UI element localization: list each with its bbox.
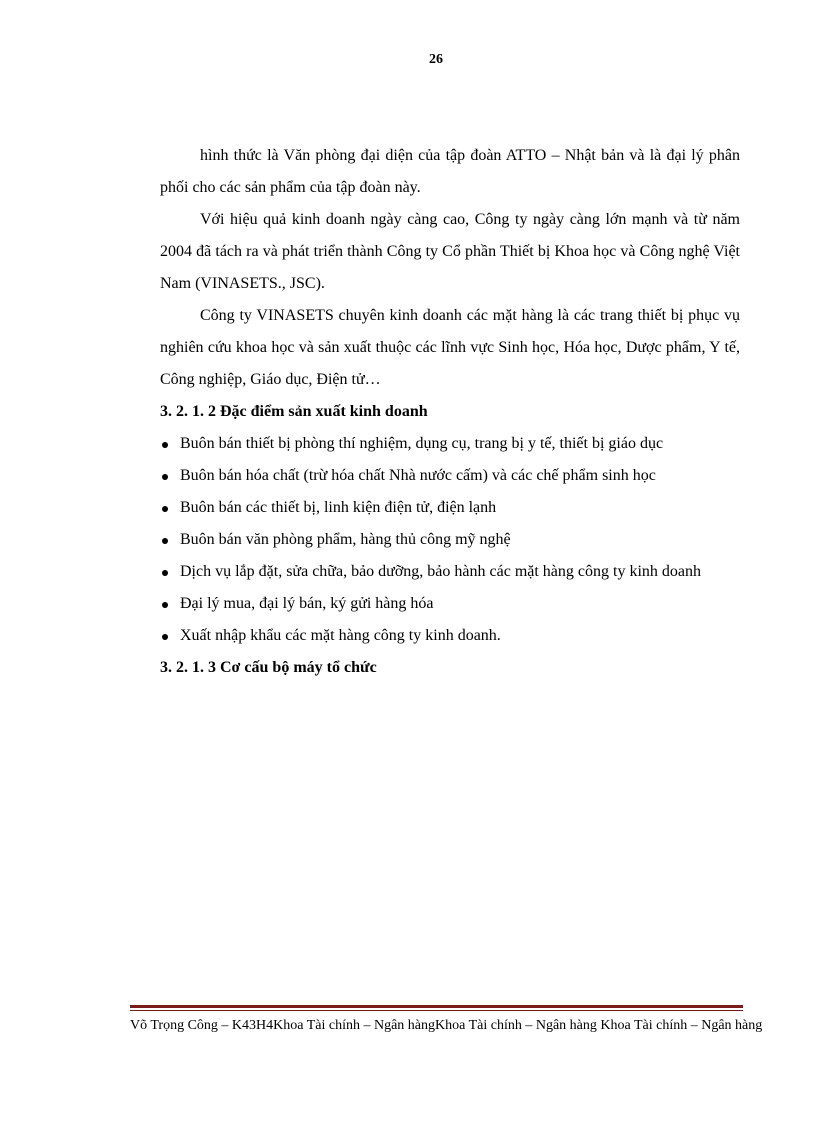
list-item xyxy=(160,556,740,588)
bullet-icon xyxy=(162,474,168,480)
list-item xyxy=(160,524,740,556)
list-item xyxy=(160,620,740,652)
bullet-icon xyxy=(162,538,168,544)
list-item-text: Buôn bán văn phòng phẩm, hàng thủ công mỹ nghệ xyxy=(180,531,511,548)
footer-text: Võ Trọng Công – K43H4Khoa Tài chính – Ngân hàngKhoa Tài chính – Ngân hàng Khoa Tài chính – Ngân hàng xyxy=(130,1018,763,1033)
section-heading-organization-structure: 3. 2. 1. 3 Cơ cấu bộ máy tổ chức xyxy=(160,659,377,676)
bullet-icon xyxy=(162,506,168,512)
bullet-icon xyxy=(162,634,168,640)
paragraph-company-business: Công ty VINASETS chuyên kinh doanh các mặt hàng là các trang thiết bị phục vụ nghiên cứu khoa học và sản xuất thuộc các lĩnh vực Sinh học, Hóa học, Dược phẩm, Y tế, Công nghiệp, Giáo dục, Điện tử… xyxy=(160,307,740,388)
list-item-text: Xuất nhập khẩu các mặt hàng công ty kinh doanh. xyxy=(180,627,501,644)
footer-divider xyxy=(130,1005,743,1011)
list-item-text: Buôn bán thiết bị phòng thí nghiệm, dụng cụ, trang bị y tế, thiết bị giáo dục xyxy=(180,435,664,452)
page-number: 26 xyxy=(429,52,443,67)
section-heading-business-characteristics: 3. 2. 1. 2 Đặc điểm sản xuất kinh doanh xyxy=(160,403,428,420)
list-item-text: Buôn bán các thiết bị, linh kiện điện tử, điện lạnh xyxy=(180,499,497,516)
list-item xyxy=(160,492,740,524)
list-item-text: Dịch vụ lắp đặt, sửa chữa, bảo dưỡng, bảo hành các mặt hàng công ty kinh doanh xyxy=(180,563,701,580)
list-item xyxy=(160,428,740,460)
bullet-icon xyxy=(162,570,168,576)
bullet-icon xyxy=(162,602,168,608)
paragraph-continuation: hình thức là Văn phòng đại diện của tập đoàn ATTO – Nhật bản và là đại lý phân phối cho các sản phẩm của tập đoàn này. xyxy=(160,147,740,196)
list-item-text: Buôn bán hóa chất (trừ hóa chất Nhà nước cấm) và các chế phẩm sinh học xyxy=(180,467,656,484)
list-item xyxy=(160,460,740,492)
list-item xyxy=(160,588,740,620)
bullet-icon xyxy=(162,442,168,448)
paragraph-company-growth: Với hiệu quả kinh doanh ngày càng cao, Công ty ngày càng lớn mạnh và từ năm 2004 đã tách ra và phát triển thành Công ty Cổ phần Thiết bị Khoa học và Công nghệ Việt Nam (VINASETS., JSC). xyxy=(160,211,740,292)
page-body xyxy=(160,140,740,684)
business-activities-list xyxy=(160,428,740,652)
list-item-text: Đại lý mua, đại lý bán, ký gửi hàng hóa xyxy=(180,595,434,612)
